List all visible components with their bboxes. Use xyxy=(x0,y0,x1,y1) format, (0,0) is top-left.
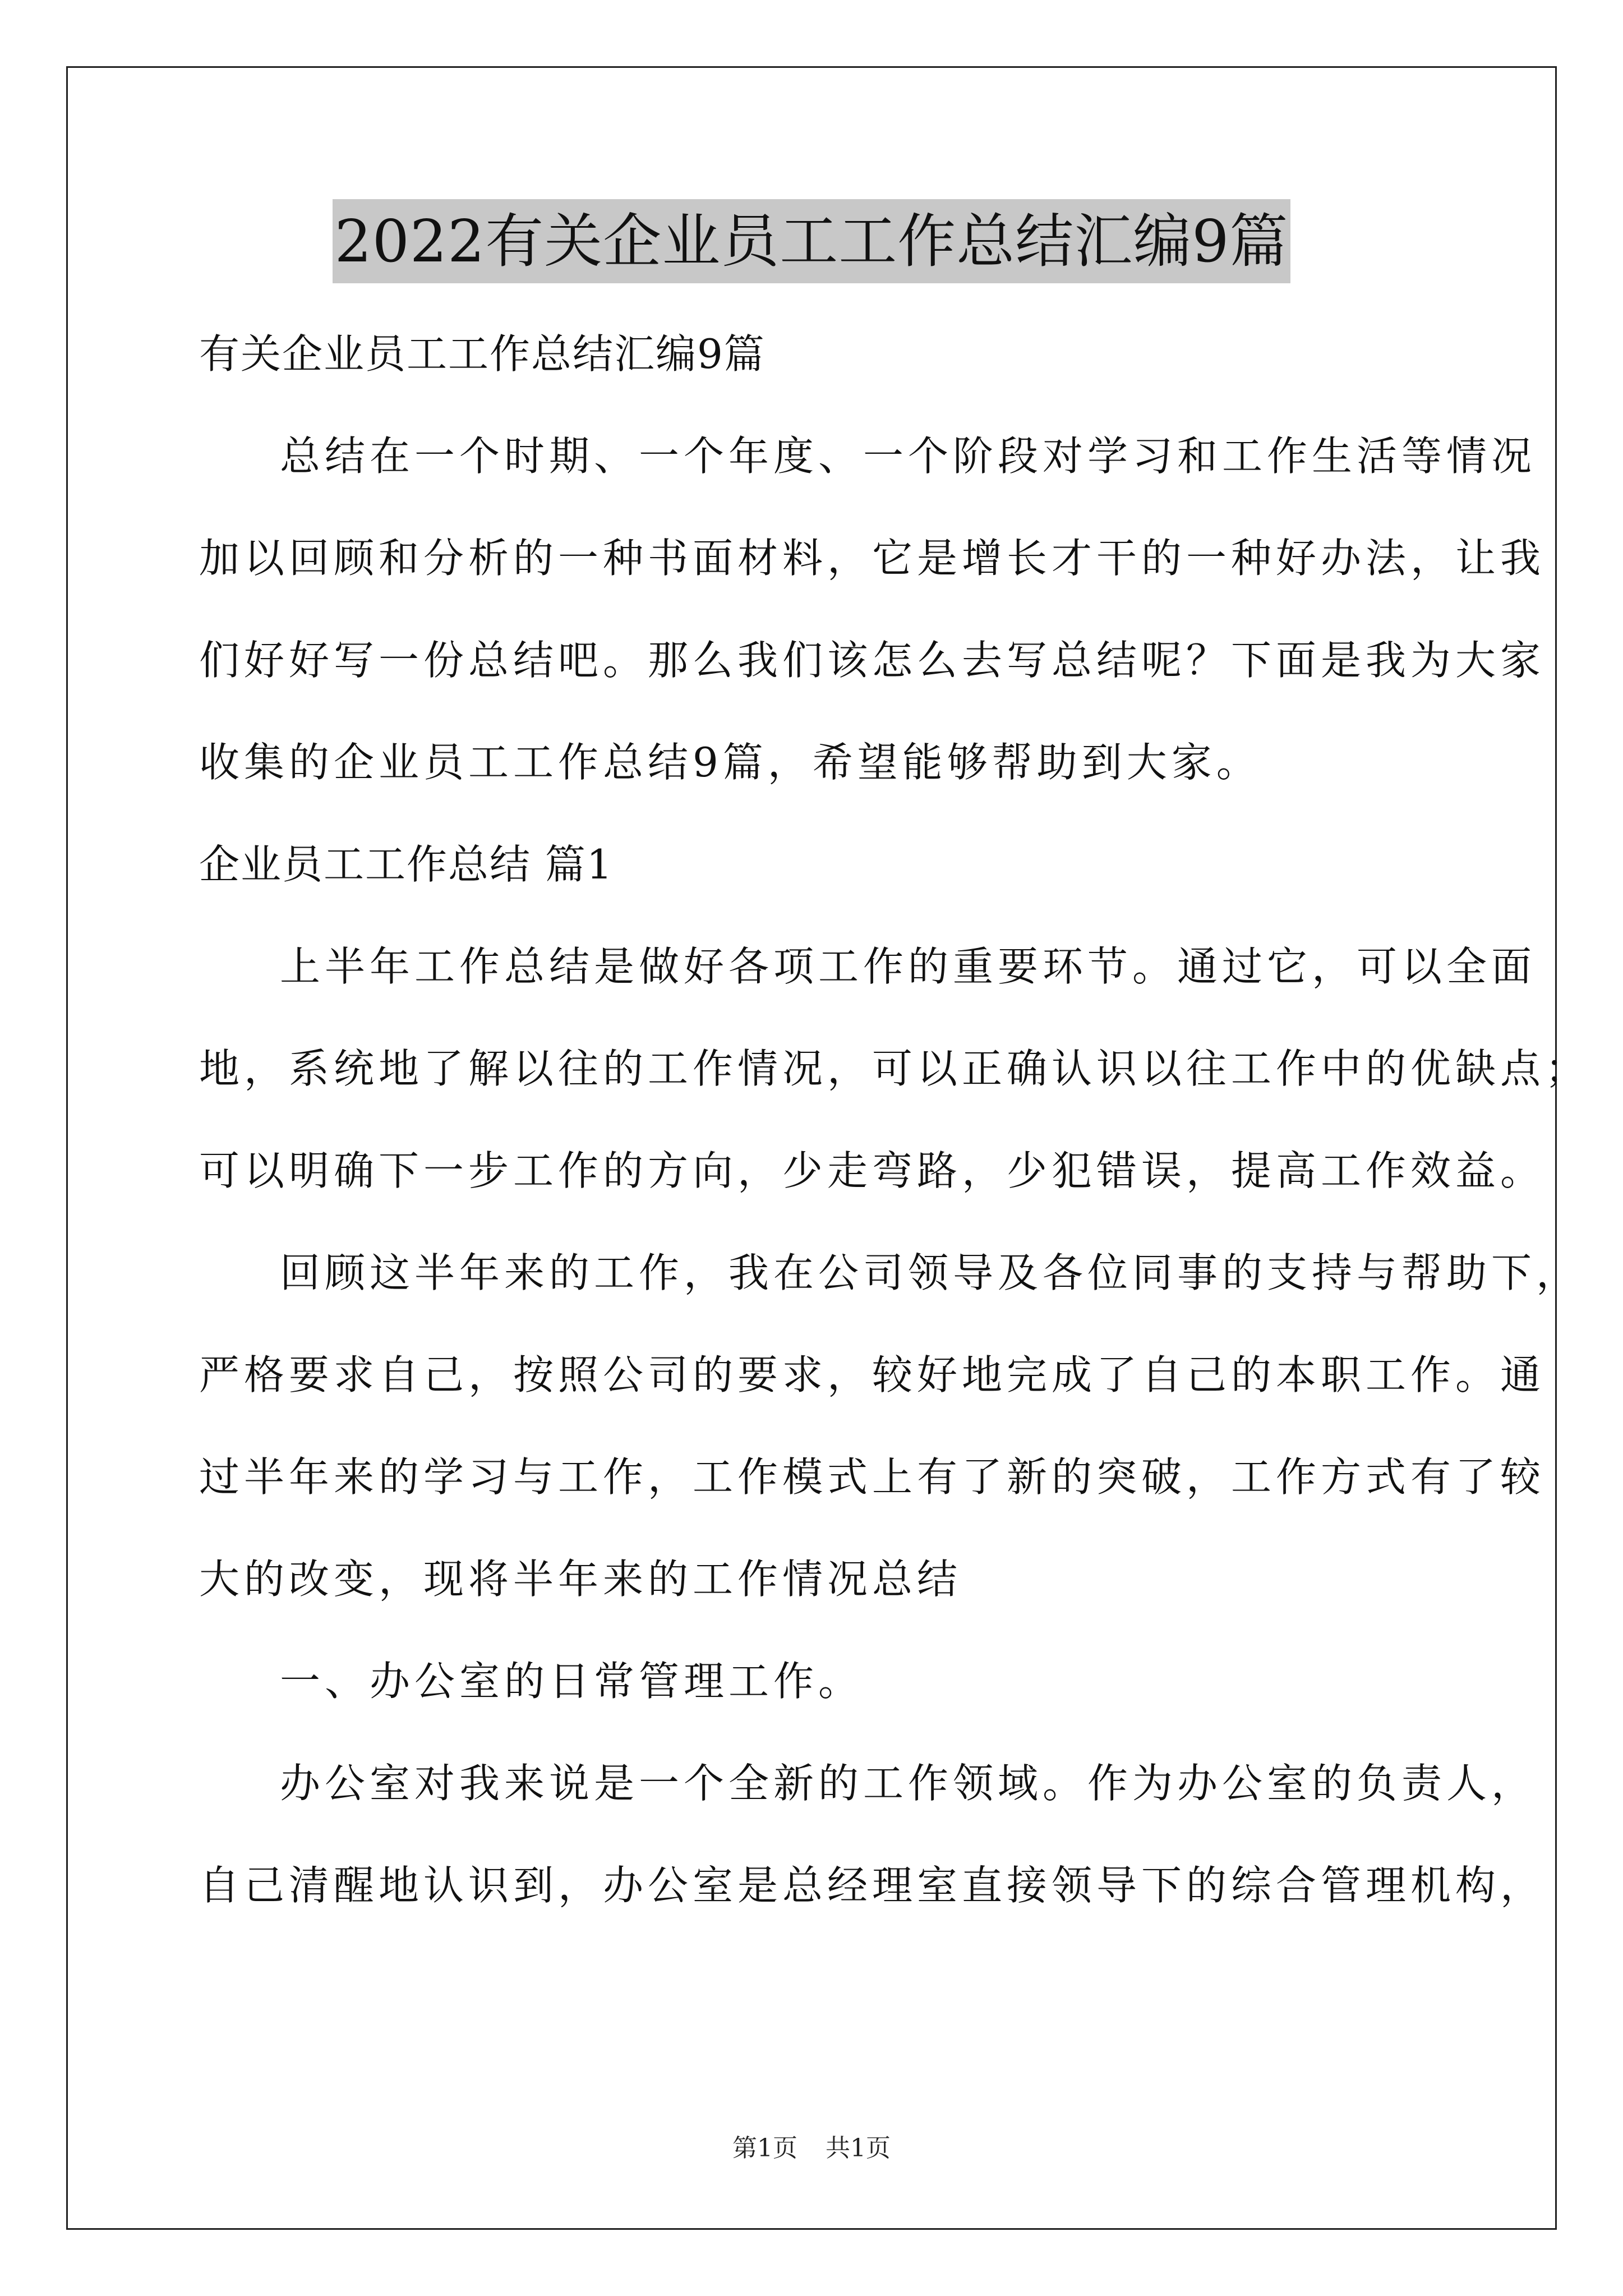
item-1-heading-paragraph xyxy=(199,1630,1461,1732)
page-number-current: 第1页 xyxy=(732,2134,797,2162)
text-line: 回顾这半年来的工作，我在公司领导及各位同事的支持与帮助下， xyxy=(280,1249,1581,1296)
paragraph-1 xyxy=(199,915,1590,1222)
text-line: 大的改变，现将半年来的工作情况总结 xyxy=(199,1556,962,1603)
paragraph-2 xyxy=(199,1222,1581,1630)
title-container xyxy=(0,199,1623,283)
text-line: 上半年工作总结是做好各项工作的重要环节。通过它，可以全面 xyxy=(280,943,1537,990)
text-line: 过半年来的学习与工作，工作模式上有了新的突破，工作方式有了较 xyxy=(199,1453,1546,1501)
page-number-total: 共1页 xyxy=(826,2134,891,2162)
item-heading: 一、办公室的日常管理工作。 xyxy=(280,1658,864,1705)
section-heading: 企业员工工作总结 篇1 xyxy=(199,841,614,888)
document-subtitle: 有关企业员工工作总结汇编9篇 xyxy=(199,330,766,378)
text-line: 加以回顾和分析的一种书面材料，它是增长才干的一种好办法，让我 xyxy=(199,535,1546,582)
text-line: 地，系统地了解以往的工作情况，可以正确认识以往工作中的优缺点； xyxy=(199,1045,1590,1092)
intro-paragraph xyxy=(199,405,1546,813)
page-footer xyxy=(0,2132,1623,2165)
text-line: 严格要求自己，按照公司的要求，较好地完成了自己的本职工作。通 xyxy=(199,1351,1546,1398)
text-line: 总结在一个时期、一个年度、一个阶段对学习和工作生活等情况 xyxy=(280,432,1537,480)
text-line: 自己清醒地认识到，办公室是总经理室直接领导下的综合管理机构， xyxy=(199,1862,1546,1909)
document-title: 2022有关企业员工工作总结汇编9篇 xyxy=(333,199,1291,283)
text-line: 办公室对我来说是一个全新的工作领域。作为办公室的负责人， xyxy=(280,1760,1537,1807)
paragraph-3 xyxy=(199,1732,1546,1936)
text-line: 们好好写一份总结吧。那么我们该怎么去写总结呢？下面是我为大家 xyxy=(199,637,1546,684)
text-line: 收集的企业员工工作总结9篇，希望能够帮助到大家。 xyxy=(199,739,1261,786)
text-line: 可以明确下一步工作的方向，少走弯路，少犯错误，提高工作效益。 xyxy=(199,1147,1546,1194)
document-body xyxy=(199,303,1590,1936)
